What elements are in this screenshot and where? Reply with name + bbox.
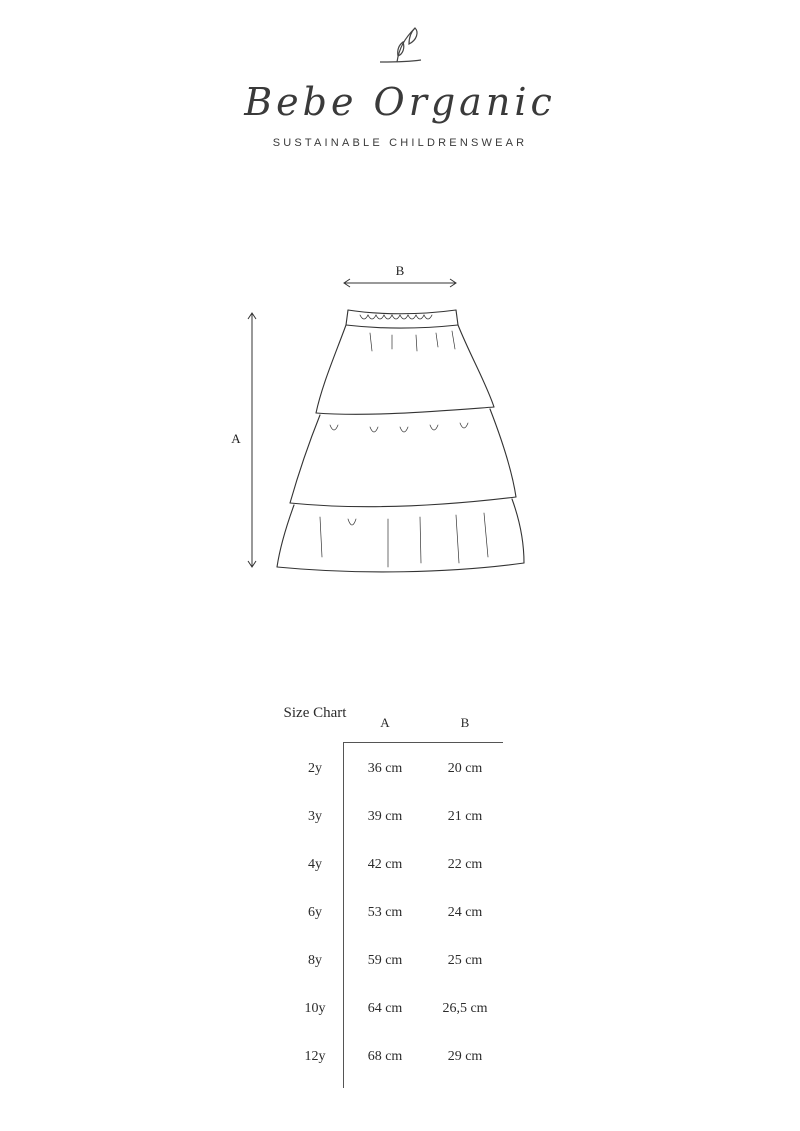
skirt-outline — [277, 310, 524, 572]
cell-a: 53 cm — [367, 905, 403, 920]
cell-a: 42 cm — [367, 857, 403, 872]
cell-b: 22 cm — [447, 857, 483, 872]
cell-a: 64 cm — [367, 1001, 403, 1016]
cell-a: 68 cm — [367, 1049, 403, 1064]
brand-name: Bebe Organic — [244, 80, 556, 124]
cell-b: 24 cm — [447, 905, 483, 920]
measure-b-arrow — [344, 279, 456, 287]
table-row — [280, 857, 520, 877]
header-divider — [343, 742, 503, 743]
cell-size: 12y — [304, 1049, 326, 1064]
cell-size: 6y — [308, 905, 322, 920]
measure-a-arrow — [248, 313, 256, 567]
header-b: B — [460, 715, 470, 730]
table-row — [280, 1001, 520, 1021]
leaf-logo-icon — [375, 18, 425, 68]
cell-size: 2y — [308, 761, 322, 776]
cell-size: 4y — [308, 857, 322, 872]
label-b: B — [395, 263, 405, 278]
table-row — [280, 809, 520, 829]
table-row — [280, 905, 520, 925]
skirt-diagram — [220, 255, 540, 585]
cell-b: 25 cm — [447, 953, 483, 968]
label-a: A — [231, 431, 241, 446]
cell-a: 59 cm — [367, 953, 403, 968]
header-size-chart: Size Chart — [283, 705, 347, 721]
cell-b: 29 cm — [447, 1049, 483, 1064]
cell-b: 26,5 cm — [442, 1001, 488, 1016]
header-a: A — [380, 715, 390, 730]
cell-a: 36 cm — [367, 761, 403, 776]
cell-b: 20 cm — [447, 761, 483, 776]
table-row — [280, 761, 520, 781]
cell-size: 8y — [308, 953, 322, 968]
cell-b: 21 cm — [447, 809, 483, 824]
cell-a: 39 cm — [367, 809, 403, 824]
brand-tagline: SUSTAINABLE CHILDRENSWEAR — [272, 137, 528, 149]
cell-size: 10y — [304, 1001, 326, 1016]
cell-size: 3y — [308, 809, 322, 824]
table-row — [280, 953, 520, 973]
table-row — [280, 1049, 520, 1069]
